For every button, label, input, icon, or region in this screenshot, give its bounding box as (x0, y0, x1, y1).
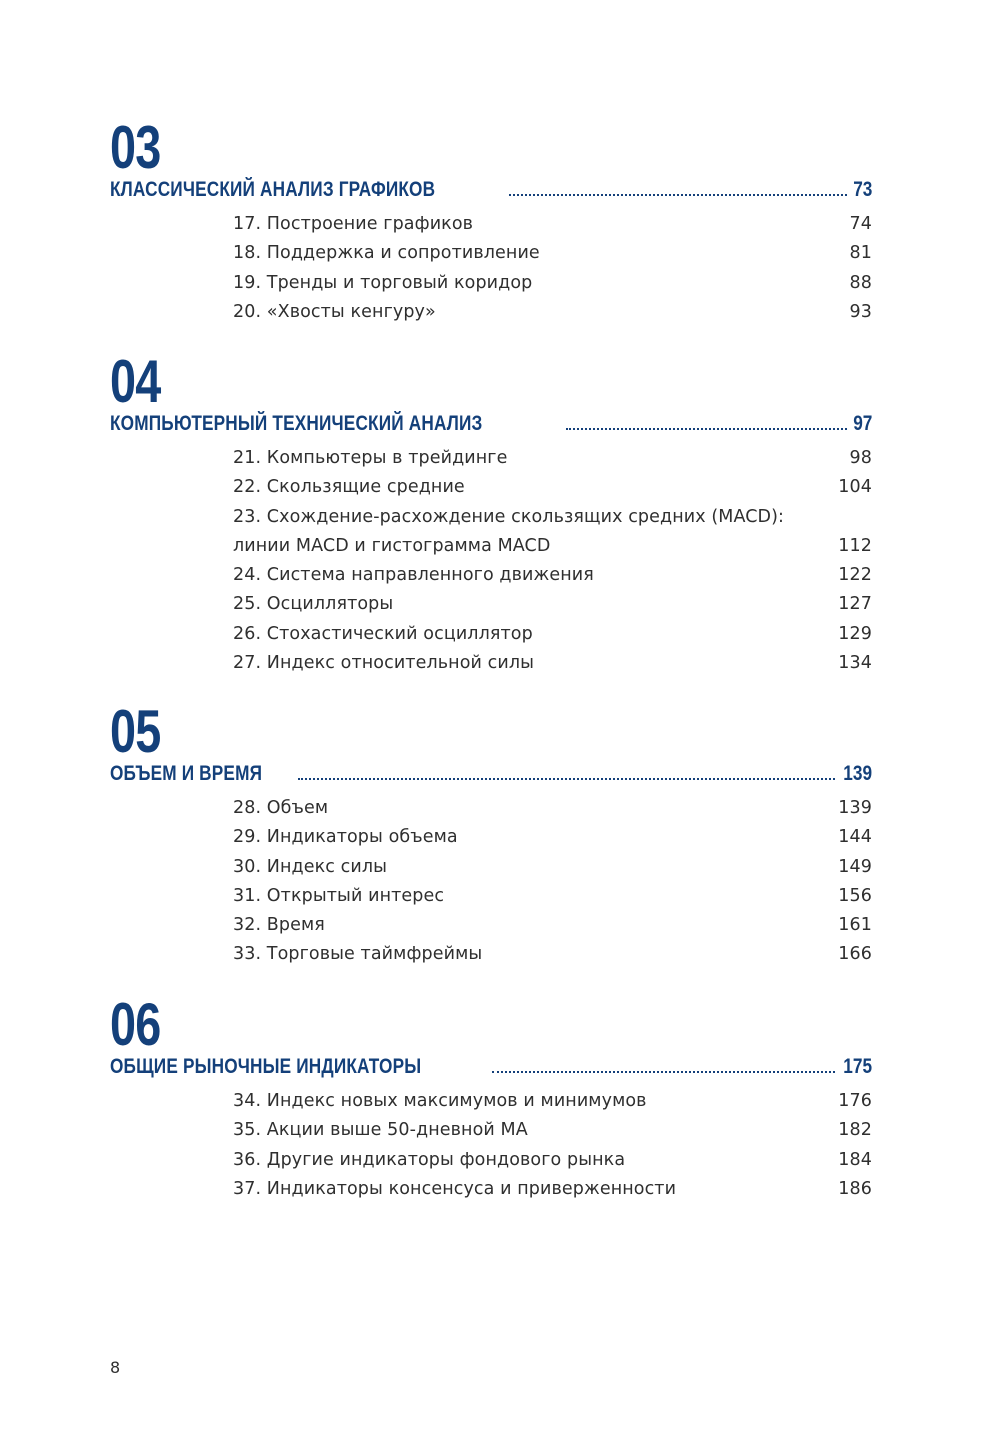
chapter-title: линии MACD и гистограмма MACD (233, 535, 551, 556)
chapter-title: 36. Другие индикаторы фондового рынка (233, 1149, 626, 1170)
chapter-item[interactable] (233, 594, 872, 623)
chapter-item[interactable] (233, 243, 872, 272)
chapter-page: 144 (838, 827, 872, 848)
part-06 (110, 991, 872, 1208)
chapter-title: 27. Индекс относительной силы (233, 653, 535, 674)
chapter-item[interactable] (233, 827, 872, 856)
chapter-title: 22. Скользящие средние (233, 477, 465, 498)
part-04 (110, 348, 872, 682)
chapter-title: 37. Индикаторы консенсуса и приверженности (233, 1178, 677, 1199)
chapter-item[interactable] (233, 302, 872, 331)
chapter-title: 20. «Хвосты кенгуру» (233, 301, 436, 322)
part-number: 04 (110, 348, 161, 415)
chapter-item[interactable] (233, 448, 872, 477)
chapter-list (233, 1091, 872, 1208)
part-05 (110, 698, 872, 974)
chapter-title: 34. Индекс новых максимумов и минимумов (233, 1091, 647, 1111)
chapter-item[interactable] (233, 477, 872, 506)
chapter-page: 88 (849, 272, 872, 293)
chapter-item[interactable] (233, 944, 872, 973)
chapter-page: 166 (838, 944, 872, 965)
chapter-page: 98 (849, 448, 872, 468)
part-03 (110, 114, 872, 331)
chapter-item[interactable] (233, 1120, 872, 1149)
chapter-page: 149 (838, 856, 872, 877)
part-title: ОБЪЕМ И ВРЕМЯ (110, 762, 263, 785)
chapter-item[interactable] (233, 1179, 872, 1208)
chapter-title: 28. Объем (233, 798, 329, 818)
dot-leader (492, 1070, 835, 1073)
chapter-page: 156 (838, 885, 872, 906)
chapter-page: 186 (838, 1178, 872, 1199)
part-number: 06 (110, 991, 161, 1058)
chapter-item[interactable] (233, 886, 872, 915)
chapter-page: 127 (838, 594, 872, 615)
chapter-list (233, 214, 872, 331)
chapter-page: 93 (849, 301, 872, 322)
chapter-item[interactable] (233, 273, 872, 302)
part-number: 05 (110, 698, 161, 765)
chapter-page: 112 (838, 535, 872, 556)
chapter-page: 182 (838, 1120, 872, 1141)
part-page: 73 (852, 178, 872, 201)
part-page: 175 (843, 1055, 872, 1078)
chapter-title: 33. Торговые таймфреймы (233, 944, 483, 965)
chapter-title: 17. Построение графиков (233, 214, 474, 234)
chapter-page: 81 (849, 243, 872, 264)
chapter-item[interactable] (233, 798, 872, 827)
part-title: КОМПЬЮТЕРНЫЙ ТЕХНИЧЕСКИЙ АНАЛИЗ (110, 412, 483, 435)
chapter-title: 31. Открытый интерес (233, 885, 445, 906)
chapter-title: 35. Акции выше 50-дневной МА (233, 1120, 528, 1141)
chapter-title: 30. Индекс силы (233, 856, 388, 877)
chapter-item[interactable] (233, 653, 872, 682)
chapter-title: 18. Поддержка и сопротивление (233, 243, 540, 264)
chapter-item[interactable] (233, 507, 872, 536)
part-header[interactable] (110, 412, 872, 442)
chapter-title: 26. Стохастический осциллятор (233, 623, 533, 644)
chapter-item[interactable] (233, 624, 872, 653)
part-page: 139 (843, 762, 872, 785)
dot-leader (509, 193, 847, 196)
part-header[interactable] (110, 178, 872, 208)
chapter-title: 23. Схождение-расхождение скользящих средних (MACD): (233, 506, 785, 527)
chapter-page: 122 (838, 565, 872, 586)
chapter-list (233, 448, 872, 682)
part-page: 97 (852, 412, 872, 435)
chapter-list (233, 798, 872, 974)
chapter-page: 161 (838, 915, 872, 936)
chapter-title: 29. Индикаторы объема (233, 827, 458, 848)
chapter-title: 19. Тренды и торговый коридор (233, 272, 533, 293)
dot-leader (298, 777, 835, 780)
chapter-title: 32. Время (233, 915, 325, 936)
chapter-page: 129 (838, 623, 872, 644)
chapter-item[interactable] (233, 857, 872, 886)
chapter-page: 139 (838, 798, 872, 818)
part-header[interactable] (110, 1055, 872, 1085)
page-number: 8 (110, 1358, 121, 1377)
chapter-page: 184 (838, 1149, 872, 1170)
chapter-page: 104 (838, 477, 872, 498)
chapter-page: 134 (838, 653, 872, 674)
chapter-page: 74 (849, 214, 872, 234)
chapter-title: 24. Система направленного движения (233, 565, 594, 586)
chapter-item[interactable] (233, 915, 872, 944)
chapter-title: 21. Компьютеры в трейдинге (233, 448, 508, 468)
chapter-title: 25. Осцилляторы (233, 594, 394, 615)
part-number: 03 (110, 114, 161, 181)
part-header[interactable] (110, 762, 872, 792)
chapter-item[interactable] (233, 1150, 872, 1179)
chapter-item[interactable] (233, 565, 872, 594)
part-title: КЛАССИЧЕСКИЙ АНАЛИЗ ГРАФИКОВ (110, 178, 436, 201)
chapter-item[interactable] (233, 1091, 872, 1120)
part-title: ОБЩИЕ РЫНОЧНЫЕ ИНДИКАТОРЫ (110, 1055, 422, 1078)
dot-leader (566, 427, 846, 430)
chapter-item[interactable] (233, 214, 872, 243)
chapter-page: 176 (838, 1091, 872, 1111)
chapter-item[interactable] (233, 536, 872, 565)
